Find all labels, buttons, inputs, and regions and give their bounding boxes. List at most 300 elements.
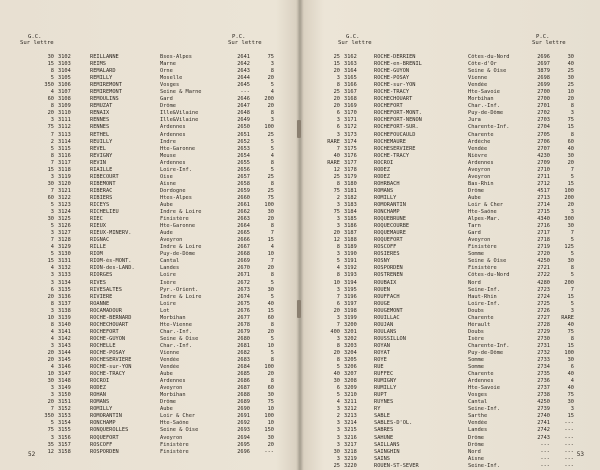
catalog-number: 3153 (58, 413, 71, 420)
town-name: RIBIERS (90, 194, 113, 201)
pc-price: 8 (570, 131, 574, 138)
town-name: ROUEN (374, 286, 390, 293)
gc-price: 4 (336, 265, 340, 272)
catalog-number: 3182 (344, 194, 357, 201)
catalog-number: 3211 (344, 399, 357, 406)
pc-price: 60 (267, 314, 274, 321)
pc-header: P.C. (536, 34, 550, 40)
town-name: RIBEMONT (90, 180, 116, 187)
department: Hte-Savoie (468, 89, 500, 96)
gc-header: G.C. (28, 34, 42, 40)
gc-price: 5 (50, 75, 54, 82)
town-name: ROCHE-en-BRENIL (374, 61, 422, 68)
pc-number: 4250 (537, 399, 550, 406)
list-item (318, 371, 588, 378)
pc-number: 2712 (537, 180, 550, 187)
town-name: RUE (374, 364, 384, 371)
gc-price: 20 (47, 293, 54, 300)
list-item (14, 139, 290, 146)
list-item (318, 230, 588, 237)
department: Htes-Alpes (160, 194, 192, 201)
pc-price: 8 (270, 68, 274, 75)
list-item (318, 272, 588, 279)
catalog-number: 3216 (344, 434, 357, 441)
pc-price: 8 (270, 110, 274, 117)
pc-price: 10 (267, 251, 274, 258)
town-name: ROMORANTIN (374, 201, 406, 208)
department: Vosges (160, 82, 180, 89)
department: Drôme (160, 103, 176, 110)
pc-price: 100 (264, 124, 274, 131)
department: Finistère (468, 265, 497, 272)
department: Somme (468, 251, 484, 258)
gc-price: 4 (50, 364, 54, 371)
town-name: RONCHAMP (374, 209, 400, 216)
town-name: ROSPORDEN (374, 265, 403, 272)
catalog-number: 3197 (344, 300, 357, 307)
list-item (14, 181, 290, 188)
pc-price: 20 (267, 75, 274, 82)
gc-price: 3 (336, 131, 340, 138)
town-name: ROCHEFORT-MONT. (374, 110, 422, 117)
department: Tarn (468, 223, 481, 230)
town-name: ROCHE-POSAY (374, 75, 410, 82)
pc-number: 2663 (237, 216, 250, 223)
gc-price: 3 (50, 307, 54, 314)
pc-price: 60 (267, 385, 274, 392)
catalog-number: 3136 (58, 293, 71, 300)
department: Loir & Cher (468, 201, 504, 208)
pc-number: 2705 (537, 131, 550, 138)
pc-price: 100 (564, 187, 574, 194)
list-item (318, 124, 588, 131)
catalog-number: 3190 (344, 251, 357, 258)
catalog-number: 3187 (344, 230, 357, 237)
pc-price: 7 (270, 230, 274, 237)
gc-price: 3 (50, 434, 54, 441)
list-item (318, 153, 588, 160)
gc-price: 20 (47, 110, 54, 117)
pc-number: 2665 (237, 230, 250, 237)
department: Gard (160, 96, 173, 103)
pc-price: 5 (270, 138, 274, 145)
list-item (14, 82, 290, 89)
pc-number: 2710 (537, 166, 550, 173)
catalog-number: 3193 (344, 272, 357, 279)
pc-price: 8 (270, 378, 274, 385)
gc-price: 20 (333, 349, 340, 356)
department: Seine & Oise (160, 335, 199, 342)
gc-price: 4 (50, 244, 54, 251)
pc-number: --- (540, 441, 550, 448)
gc-price: 3 (50, 385, 54, 392)
catalog-number: 3214 (344, 420, 357, 427)
list-item (14, 110, 290, 117)
gc-sub-header: Sur lettre (20, 40, 54, 46)
list-item (318, 322, 588, 329)
gc-price: 5 (50, 251, 54, 258)
pc-price: 20 (267, 216, 274, 223)
list-item (318, 435, 588, 442)
pc-number: 2696 (537, 54, 550, 60)
town-name: ROCHE-GUYON (90, 335, 126, 342)
catalog-number: 3129 (58, 244, 71, 251)
department: Ardennes (160, 124, 186, 131)
list-item (14, 336, 290, 343)
pc-number: 2651 (237, 131, 250, 138)
gc-price: 3 (50, 392, 54, 399)
pc-number: 2653 (237, 145, 250, 152)
pc-number: 2688 (237, 392, 250, 399)
catalog-number: 3122 (58, 194, 71, 201)
pc-number: 3879 (537, 68, 550, 75)
department: Nièvre (468, 152, 488, 159)
gc-price: 8 (50, 300, 54, 307)
department: Aisne (160, 180, 176, 187)
pc-number: 2673 (237, 286, 250, 293)
list-item (14, 132, 290, 139)
catalog-number: 3112 (58, 124, 71, 131)
catalog-number: 3179 (344, 173, 357, 180)
pc-number: 2732 (537, 349, 550, 356)
pc-number: 2645 (237, 82, 250, 89)
town-name: RICHELIEU (90, 209, 119, 216)
department: Seine-Inf. (468, 286, 500, 293)
town-name: ROCHEFORT-SUR. (374, 124, 419, 131)
pc-number: 2725 (537, 300, 550, 307)
department: Alpes-Mar. (468, 216, 500, 223)
pc-number: 2680 (237, 335, 250, 342)
town-name: ROCHECHOUART (374, 96, 413, 103)
catalog-number: 3130 (58, 251, 71, 258)
department: Ardennes (468, 159, 494, 166)
list-item (318, 442, 588, 449)
pc-price: 75 (567, 328, 574, 335)
gc-price: 30 (47, 180, 54, 187)
pc-number: 2721 (537, 265, 550, 272)
town-name: RODEZ (374, 173, 390, 180)
pc-number: 2669 (237, 258, 250, 265)
department: Aube (160, 371, 173, 378)
pc-price: 25 (267, 187, 274, 194)
catalog-number: 3119 (58, 173, 71, 180)
list-item (318, 406, 588, 413)
catalog-number: 3135 (58, 286, 71, 293)
list-item (318, 216, 588, 223)
pc-price: 75 (267, 399, 274, 406)
town-name: ROCHE-TRACY (90, 371, 126, 378)
town-name: SAINS (374, 455, 390, 462)
town-name: ROCHECHOUART (90, 321, 129, 328)
department: Aube (160, 201, 173, 208)
gc-price: 4 (50, 265, 54, 272)
gc-price: 3 (336, 335, 340, 342)
gc-price: 3 (336, 420, 340, 427)
catalog-number: 3164 (344, 68, 357, 75)
catalog-number: 3150 (58, 392, 71, 399)
gc-price: 20 (333, 307, 340, 314)
binding-tab (297, 120, 301, 138)
binding-tab (297, 300, 301, 318)
department: Hte-Saône (468, 209, 497, 216)
pc-price: 20 (567, 201, 574, 208)
gc-price: 30 (47, 378, 54, 385)
pc-number: 2676 (237, 307, 250, 314)
department: Hte-Savoie (468, 385, 500, 392)
gc-price: 8 (50, 152, 54, 159)
catalog-number: 3171 (344, 117, 357, 124)
list-item (14, 195, 290, 202)
catalog-number: 3158 (58, 448, 71, 455)
department: Côtes-du-Nord (468, 54, 510, 60)
pc-price: 100 (264, 201, 274, 208)
pc-price: 40 (567, 321, 574, 328)
list-item (318, 420, 588, 427)
pc-price: 30 (567, 75, 574, 82)
department: Finistère (468, 244, 497, 251)
town-name: REMUZAT (90, 103, 113, 110)
gc-price: 5 (50, 145, 54, 152)
town-name: ROCHEFOUCAULD (374, 131, 416, 138)
list-item (14, 223, 290, 230)
gc-price: 8 (50, 321, 54, 328)
list-item (14, 449, 290, 456)
gc-price: 35 (47, 441, 54, 448)
department: Lot (160, 307, 170, 314)
catalog-number: 3151 (58, 399, 71, 406)
pc-number: 2711 (537, 173, 550, 180)
list-item (14, 350, 290, 357)
department: Aveyron (160, 434, 183, 441)
catalog-number: 3188 (344, 237, 357, 244)
pc-number: 2655 (237, 159, 250, 166)
pc-price: 6 (570, 364, 574, 371)
gc-price: 8 (336, 180, 340, 187)
department: Drôme (160, 399, 176, 406)
pc-number: 2727 (537, 314, 550, 321)
town-name: ROCHE-TRACY (374, 89, 410, 96)
town-name: RONQUEROLLES (90, 427, 129, 434)
pc-price: 7 (570, 166, 574, 173)
list-item (14, 146, 290, 153)
pc-number: 2668 (237, 251, 250, 258)
list-item (318, 294, 588, 301)
gc-price: 75 (47, 427, 54, 434)
gc-price: 12 (333, 237, 340, 244)
gc-price: 7 (336, 145, 340, 152)
town-name: ROUBAIX (374, 279, 397, 286)
pc-price: 3 (570, 209, 574, 216)
town-name: ROSCOFF (374, 244, 397, 251)
town-name: ROQUEBRUNE (374, 216, 406, 223)
gc-price: 7 (50, 159, 54, 166)
town-name: ROMILLY (90, 406, 113, 413)
list-item (318, 160, 588, 167)
department: Ille&Vilaine (160, 110, 199, 117)
department: Bas-Rhin (468, 180, 494, 187)
catalog-number: 3109 (58, 103, 71, 110)
department: Vienne (468, 75, 488, 82)
list-item (318, 350, 588, 357)
pc-price: 30 (267, 434, 274, 441)
department: Charente-Inf. (468, 124, 510, 131)
pc-price: 75 (567, 392, 574, 399)
gc-price: 3 (336, 286, 340, 293)
department: Ardennes (160, 131, 186, 138)
catalog-number: 3148 (58, 378, 71, 385)
pc-number: 2670 (237, 265, 250, 272)
catalog-number: 3147 (58, 371, 71, 378)
catalog-number: 3203 (344, 342, 357, 349)
left-page (14, 0, 290, 470)
town-name: ROMORANTIN (90, 413, 122, 420)
gc-price: 12 (333, 166, 340, 173)
pc-price: 100 (564, 349, 574, 356)
list-item (318, 287, 588, 294)
catalog-number: 3131 (58, 258, 71, 265)
department: Seine & Oise (468, 258, 507, 265)
town-name: RICEYS (90, 201, 110, 208)
department: Somme (468, 364, 484, 371)
town-name: ROMANS (374, 187, 394, 194)
pc-number: 2679 (237, 328, 250, 335)
department: Dordogne (160, 187, 186, 194)
pc-number: 2662 (237, 209, 250, 216)
town-name: REVIN (90, 159, 106, 166)
list-item (14, 174, 290, 181)
gc-price: 8 (336, 272, 340, 279)
department: Loire-Inf. (468, 300, 500, 307)
pc-price: 5 (570, 251, 574, 258)
list-item (14, 54, 290, 61)
pc-price: 75 (567, 117, 574, 124)
list-item (14, 117, 290, 124)
pc-price: 15 (567, 180, 574, 187)
gc-price: 8 (336, 244, 340, 251)
pc-price: 8 (270, 159, 274, 166)
catalog-number: 3178 (344, 166, 357, 173)
town-name: RION-des-LAND. (90, 265, 135, 272)
town-name: SABLES-D'OL. (374, 420, 413, 427)
pc-number: 2735 (537, 371, 550, 378)
department: Charente (468, 131, 494, 138)
pc-sub-header: Sur lettre (228, 40, 262, 46)
town-name: REVEL (90, 145, 106, 152)
list-item (14, 378, 290, 385)
gc-price: 25 (333, 89, 340, 96)
list-item (14, 322, 290, 329)
gc-price: 5 (336, 392, 340, 399)
pc-number: 4340 (537, 216, 550, 223)
list-item (318, 251, 588, 258)
catalog-number: 3167 (344, 89, 357, 96)
catalog-number: 3173 (344, 131, 357, 138)
gc-price: 6 (336, 110, 340, 117)
town-name: RENNES (90, 124, 110, 131)
catalog-number: 3141 (58, 328, 71, 335)
pc-number: 2682 (237, 349, 250, 356)
gc-price: 3 (336, 427, 340, 434)
department: Charente-Inf. (468, 342, 510, 349)
department: Char.-Inf. (160, 342, 192, 349)
catalog-number: 3121 (58, 187, 71, 194)
department: Ardennes (468, 378, 494, 385)
department: Bses-Alpes (160, 54, 192, 60)
list-item (14, 89, 290, 96)
town-name: ROUSSILLON (374, 335, 406, 342)
list-item (318, 456, 588, 463)
department: Loire (160, 300, 176, 307)
pc-price: 30 (567, 223, 574, 230)
pc-price: 7 (270, 258, 274, 265)
pc-number: 2660 (237, 194, 250, 201)
gc-price: 7 (50, 237, 54, 244)
column-header (318, 0, 588, 46)
pc-price: 200 (564, 194, 574, 201)
catalog-number: 3183 (344, 201, 357, 208)
town-name: ROSCOFF (90, 441, 113, 448)
pc-price: 3 (570, 307, 574, 314)
pc-price: 5 (570, 300, 574, 307)
pc-number: 4280 (537, 279, 550, 286)
department: Drôme (468, 187, 484, 194)
pc-number: 2650 (237, 124, 250, 131)
catalog-number: 3157 (58, 441, 71, 448)
gc-price: 30 (333, 448, 340, 455)
town-name: RUFFEC (374, 371, 394, 378)
entries-list (318, 54, 588, 470)
pc-number: 2734 (537, 364, 550, 371)
town-name: RIOM-ès-MONT. (90, 258, 132, 265)
catalog-number: 3166 (344, 82, 357, 89)
gc-price: 3 (50, 279, 54, 286)
list-item (318, 378, 588, 385)
catalog-number: 3206 (344, 364, 357, 371)
pc-price: 7 (570, 230, 574, 237)
list-item (14, 301, 290, 308)
list-item (318, 195, 588, 202)
gc-price: 2 (336, 413, 340, 420)
gc-price: 3 (50, 230, 54, 237)
pc-price: 10 (267, 420, 274, 427)
town-name: ROCHEFORT (374, 103, 403, 110)
pc-number: 2714 (537, 201, 550, 208)
list-item (14, 406, 290, 413)
list-item (14, 75, 290, 82)
list-item (318, 463, 588, 470)
department: Finistère (160, 441, 189, 448)
pc-number: 2701 (537, 103, 550, 110)
pc-number: 2692 (237, 420, 250, 427)
town-name: ROCHEFORT-NENON (374, 117, 422, 124)
list-item (14, 61, 290, 68)
gc-price: 5 (50, 223, 54, 230)
town-name: RIVESALTES (90, 286, 122, 293)
town-name: REMIREMONT (90, 82, 122, 89)
pc-number: 2696 (237, 448, 250, 455)
catalog-number: 3123 (58, 201, 71, 208)
catalog-number: 3192 (344, 265, 357, 272)
pc-price: 15 (267, 307, 274, 314)
list-item (14, 329, 290, 336)
pc-number: 2700 (537, 89, 550, 96)
catalog-number: 3156 (58, 434, 71, 441)
department: Ardennes (160, 378, 186, 385)
department: Puy-de-Dôme (468, 349, 504, 356)
pc-price: 5 (270, 145, 274, 152)
gc-price: 4 (336, 399, 340, 406)
pc-price: --- (564, 434, 574, 441)
